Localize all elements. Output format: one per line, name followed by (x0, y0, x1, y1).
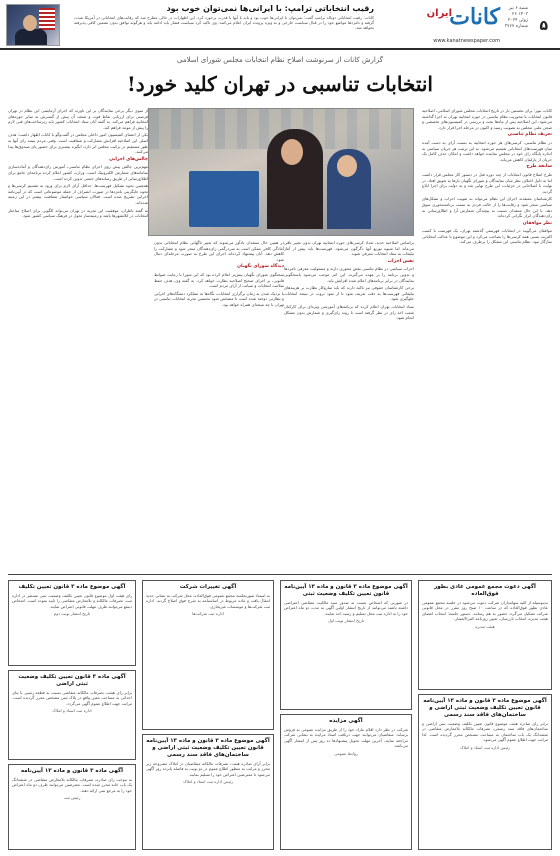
top-story (74, 4, 374, 48)
article-paragraph: با نزدیک شدن به زمان برگزاری انتخابات، نگاه‌ها به عملکرد دستگاه‌های اجرایی و نظارتی دوخته شده است تا مشخص شود نخستین تجربه انتخابات تناسبی در تهران با چه نتیجه‌ای همراه خواهد بود. (154, 290, 284, 307)
ad-heading: آگهی ماده ۳ قانون تعیین تکلیف وضعیت ثبتی اراضی (18, 674, 126, 687)
ad-body-text: برابر آرای صادره هیئت، تصرفات مالکانه متقاضیان در املاک مشروحه زیر محرز و مراتب به منظور اطلاع عموم در دو نوبت به فاصله پانزده روز آگهی می‌شود تا معترضین اعتراض خود را تسلیم نمایند. (146, 761, 270, 777)
ad-box (418, 580, 552, 690)
ad-box (8, 580, 136, 666)
ad-box (142, 734, 274, 850)
article-paragraph: در همین حال منتقدان یادآور می‌شوند که تغییر ناگهانی نظام انتخاباتی بدون آمادگی کافی ممکن است به سردرگمی رای‌دهندگان منجر شود و مشارکت را کاهش دهد. آنان پیشنهاد کرده‌اند اجرای این طرح به صورت مرحله‌ای دنبال شود. (154, 240, 284, 262)
article-paragraph: در نظام تناسبی، کرسی‌های هر حوزه انتخابیه به نسبت آرای به دست آمده میان فهرست‌های انتخاباتی تقسیم می‌شود. به این ترتیب هر جریان سیاسی به اندازه پایگاه رای خود در مجلس نماینده خواهد داشت و امکان حذف کامل یک جریان از پارلمان کاهش می‌یابد. (422, 139, 552, 162)
article-paragraph: برخی کارشناسان حقوقی نیز تاکید دارند که باید سازوکار نظارت بر هزینه‌های تبلیغاتی فهرست‌ها به دقت تعریف شود تا از نفوذ ثروت در نتیجه انتخابات جلوگیری شود. (284, 285, 414, 302)
article-subheading: تعریف نظام تناسبی (507, 132, 552, 138)
ad-signature: رئیس اداره ثبت اسناد و املاک (183, 779, 233, 785)
logo-text: کانات (449, 4, 500, 30)
flag-shape (39, 8, 55, 30)
article-paragraph: طرح اصلاح قانون انتخابات از چند دوره قبل در دستور کار مجلس قرار داشت اما به دلیل اختلاف نظر میان نمایندگان و شورای نگهبان بارها به تعویق افتاد. در نهایت با اصلاحاتی در جزئیات، این طرح نهایی شد و به دولت برای اجرا ابلاغ گردید. (422, 171, 552, 194)
ad-heading: آگهی موضوع ماده ۳ قانون تعیین تکلیف (18, 584, 126, 590)
logo-subtext: ایران (426, 8, 452, 19)
article-paragraph: ستاد انتخابات تهران اعلام کرده که برنامه‌های آموزشی ویژه‌ای برای کارکنان شعب اخذ رای در نظر گرفته است تا روند رای‌گیری و شمارش بدون مشکل انجام شود. (284, 303, 414, 321)
article-headline[interactable]: انتخابات تناسبی در تهران کلید خورد! (127, 72, 433, 96)
article-paragraph: احزاب سیاسی در نظام تناسبی نقش محوری دارند و مسئولیت معرفی نامزدها و تدوین برنامه را بر عهده می‌گیرند. این امر موجب می‌شود پاسخگویی نمایندگان در برابر برنامه‌های اعلام شده افزایش یابد. (284, 266, 414, 283)
ad-heading: آگهی تغییرات شرکت (179, 584, 237, 590)
article-paragraph: موافقان می‌گویند در انتخابات فهرستی گذشته تهران، یک فهرست با کسب اکثریت نسبی همه کرسی‌ها را تصاحب می‌کرد و این موضوع با عدالت انتخاباتی سازگار نبود. نظام تناسبی این مشکل را برطرف می‌کند. (422, 228, 552, 245)
ballot-box-shape (189, 171, 259, 227)
article-subheading: چالش‌های اجرایی (109, 156, 148, 162)
top-story-photo (6, 4, 60, 46)
page-number: ۵ (539, 18, 548, 34)
article-subheading: نظر موافقان (522, 220, 552, 226)
article-column-1 (422, 108, 552, 568)
article-paragraph: براساس اصلاحیه جدید، تعداد کرسی‌های حوزه انتخابیه تهران بدون تغییر باقی می‌ماند اما شیوه توزیع آنها دگرگون می‌شود. فهرست‌ها باید پیش از آغاز تبلیغات به ستاد انتخابات معرفی شوند. (284, 240, 414, 257)
ad-signature: رئیس اداره ثبت اسناد و املاک (460, 744, 510, 750)
ad-heading: آگهی ماده ۳ قانون و ماده ۱۳ آیین‌نامه (20, 768, 124, 774)
ad-heading: آگهی مزایده (329, 718, 363, 724)
ad-signature: هیئت مدیره (475, 623, 495, 629)
masthead (0, 0, 560, 50)
article-subheading: دیدگاه شورای نگهبان (237, 264, 284, 270)
ad-heading: آگهی دعوت مجمع عمومی عادی بطور فوق‌العاده (434, 584, 536, 597)
website-url[interactable]: www.kanatnewspaper.com (433, 38, 500, 44)
ad-heading: آگهی موضوع ماده ۳ قانون و ماده ۱۳ آیین‌نامه قانون تعیین تکلیف وضعیت ثبتی اراضی و ساختمان‌های فاقد سند رسمی (423, 698, 547, 718)
ad-signature: روابط عمومی (334, 750, 358, 756)
ad-body-text: در صورتی که اشخاص نسبت به صدور سند مالکیت متقاضی اعتراضی داشته باشند می‌توانند از تاریخ انتشار اولین آگهی به مدت دو ماه اعتراض خود را به اداره ثبت محل تسلیم و رسید اخذ نمایند. (284, 600, 408, 616)
ad-signature: تاریخ انتشار نوبت اول (327, 618, 365, 624)
article-column-4 (154, 240, 284, 570)
article-paragraph: سخنگوی شورای نگهبان پیش‌تر اعلام کرده بود که این شورا با رعایت ضوابط قانونی، بر اجرای صحیح اصلاحیه نظارت خواهد کرد. به گفته وی، هدف حفظ سلامت انتخابات و صیانت از آرای مردم است. (154, 271, 284, 289)
article-paragraph: همچنین نحوه تشکیل فهرست‌ها، حداقل آرای لازم برای ورود به تقسیم کرسی‌ها و نحوه جایگزینی نامزدها در صورت انصراف از جمله موضوعاتی است که در آیین‌نامه اجرایی تشریح شده است. فعالان سیاسی خواستار شفافیت بیشتر در این زمینه شده‌اند. (8, 183, 148, 205)
ad-body-text: برابر رای هیئت، تصرفات مالکانه متقاضی نسبت به قطعه زمینی با بنای احداثی به مساحت معین واقع در پلاک ثبتی مشخص محرز گردیده است. مراتب جهت اطلاع عموم آگهی می‌گردد. (12, 690, 132, 706)
ad-box (8, 764, 136, 850)
person-face-shape (23, 15, 37, 31)
newspaper-logo[interactable] (380, 4, 500, 44)
ad-body-text: به استناد صورتجلسه مجمع عمومی فوق‌العاده، محل شرکت به نشانی جدید انتقال یافت و ماده مربوط در اساسنامه به شرح فوق اصلاح گردید. اداره ثبت شرکت‌ها و موسسات غیرتجاری. (146, 593, 270, 609)
ad-signature: اداره ثبت شرکت‌ها (192, 611, 224, 617)
ad-box (8, 670, 136, 760)
woman-face-shape (281, 139, 303, 165)
ad-body-text: رای هیئت اول موضوع قانون تعیین تکلیف وضعیت ثبتی مستقر در اداره ثبت، تصرفات مالکانه و بلامعارض متقاضی را تایید نموده است. اشخاص ذینفع می‌توانند ظرف مهلت قانونی اعتراض نمایند. (12, 593, 132, 609)
article-paragraph: به گفته ناظران، موفقیت این تجربه در تهران می‌تواند الگویی برای اصلاح ساختار انتخابات در کلانشهرها باشد و زمینه‌ساز تحول در فرهنگ سیاسی کشور شود. (8, 207, 148, 219)
person-suit-shape (15, 29, 47, 46)
ad-box (280, 714, 412, 850)
article-paragraph: کارشناسان معتقدند اجرای این نظام می‌تواند به تقویت احزاب و تشکل‌های سیاسی منجر شود و رقابت‌ها را از حالت فردی به سمت برنامه‌محوری سوق دهد. با این حال منتقدان نسبت به پیچیدگی شمارش آرا و اطلاع‌رسانی به رای‌دهندگان ابراز نگرانی کرده‌اند. (422, 196, 552, 219)
ad-body-text: برابر رای صادره هیئت موضوع قانون تعیین تکلیف وضعیت ثبتی اراضی و ساختمان‌های فاقد سند رسمی، تصرفات مالکانه بلامعارض متقاضی در ششدانگ یک باب ساختمان به مساحت مشخص محرز گردیده است. لذا مراتب جهت اطلاع عموم آگهی می‌شود. (422, 721, 548, 743)
article-subheading: سابقه طرح (526, 164, 552, 170)
article-paragraph: کانات نیوز: برای نخستین بار در تاریخ انتخابات مجلس شورای اسلامی، اصلاحیه قانون انتخابات با محوریت نظام تناسبی در حوزه انتخابیه تهران به اجرا گذاشته می‌شود. این اصلاحیه پس از ماه‌ها بحث و بررسی در کمیسیون‌های تخصصی و صحن علنی مجلس به تصویب رسید و اکنون در مرحله اجرا قرار دارد. (422, 108, 552, 130)
top-story-title[interactable]: رقیب انتخاباتی ترامپ: با ایرانی‌ها نمی‌توان خوب بود (166, 4, 374, 13)
ad-heading: آگهی موضوع ماده ۳ قانون و ماده ۱۳ آیین‌نامه قانون تعیین تکلیف وضعیت ثبتی (284, 584, 408, 597)
ad-box (280, 580, 412, 710)
article-paragraph: از سوی دیگر برخی نمایندگان بر این باورند که اجرای آزمایشی این نظام در تهران فرصتی برای ارزیابی نقاط قوت و ضعف آن پیش از گسترش به سایر حوزه‌های انتخابیه فراهم می‌کند. به گفته آنان ستاد انتخابات کشور باید زیرساخت‌های فنی لازم را پیش از موعد فراهم کند. (8, 108, 148, 130)
ad-box (418, 694, 552, 850)
article-paragraph: یکی از اعضای کمیسیون امور داخلی مجلس در گفت‌وگو با کانات اظهار داشت: هدف اصلی این اصلاحیه افزایش مشارکت و شفافیت است. وقتی مردم ببینند رای آنها به طور مستقیم در ترکیب مجلس اثر دارد، انگیزه بیشتری برای حضور پای صندوق‌ها پیدا می‌کنند. (8, 132, 148, 155)
ad-body-text: شرکت در نظر دارد اقلام مازاد خود را از طریق مزایده عمومی به فروش برساند. متقاضیان می‌توانند جهت دریافت اسناد مزایده به نشانی شرکت مراجعه نمایند. آخرین مهلت تحویل پیشنهادها ده روز پس از انتشار آگهی می‌باشد. (284, 727, 408, 749)
ads-divider (8, 574, 552, 575)
issue-info: شنبه ۶ تیر ۱۴۰۳ ۲۶ ژوئن ۲۰۲۴ شماره ۳۷۶۷ (504, 6, 528, 29)
article-column-2 (8, 108, 148, 568)
ad-signature: اداره ثبت اسناد و املاک (52, 708, 92, 714)
ad-box (142, 580, 274, 730)
main-article-photo (148, 108, 414, 236)
ad-body-text: بدینوسیله از کلیه سهامداران شرکت دعوت می‌شود در جلسه مجمع عمومی عادی بطور فوق‌العاده که در ساعت ۱۰ صبح روز مقرر در محل قانونی شرکت تشکیل می‌گردد حضور به هم رسانند. دستور جلسه: انتخاب اعضای هیئت مدیره، انتخاب بازرسان، تعیین روزنامه کثیرالانتشار. (422, 600, 548, 622)
article-column-3 (284, 240, 414, 570)
article-paragraph: مهم‌ترین چالش پیش روی اجرای نظام تناسبی، آموزش رای‌دهندگان و آماده‌سازی سامانه‌های شمارش الکترونیک است. وزارت کشور اعلام کرده برنامه‌ای جامع برای اطلاع‌رسانی از طریق رسانه‌های جمعی تدوین کرده است. (8, 164, 148, 181)
article-kicker: گزارش کانات از سرنوشت اصلاح نظام انتخابات مجلس شورای اسلامی (176, 56, 384, 64)
top-story-body: کانات: رقیب انتخاباتی دونالد ترامپ گفت: نمی‌توان با ایرانی‌ها خوب بود و باید با آنها با قدرت برخورد کرد. این اظهارات در حالی مطرح شد که رقابت‌های انتخاباتی در آمریکا شدت گرفته و نامزدها مواضع خود را در قبال سیاست خارجی و به ویژه پرونده ایران اعلام می‌کنند. وی تاکید کرد سیاست فشار باید ادامه یابد و هرگونه توافق بدون تضمین کافی پذیرفته نخواهد شد. (74, 15, 374, 31)
ad-heading: آگهی موضوع ماده ۳ قانون و ماده ۱۳ آیین‌نامه قانون تعیین تکلیف وضعیت ثبتی اراضی و ساختمان‌های فاقد سند رسمی (146, 738, 270, 758)
ad-body-text: به موجب رای صادره، تصرفات مالکانه بلامعارض متقاضی در ششدانگ یک باب خانه محرز شده است. معترضین می‌توانند ظرف دو ماه اعتراض خود را به مرجع ثبتی ارائه دهند. (12, 777, 132, 793)
article-subheading: نقش احزاب (387, 258, 414, 264)
ad-signature: تاریخ انتشار نوبت دوم (53, 611, 91, 617)
child-face-shape (337, 155, 357, 177)
ad-signature: رئیس ثبت (63, 795, 81, 801)
